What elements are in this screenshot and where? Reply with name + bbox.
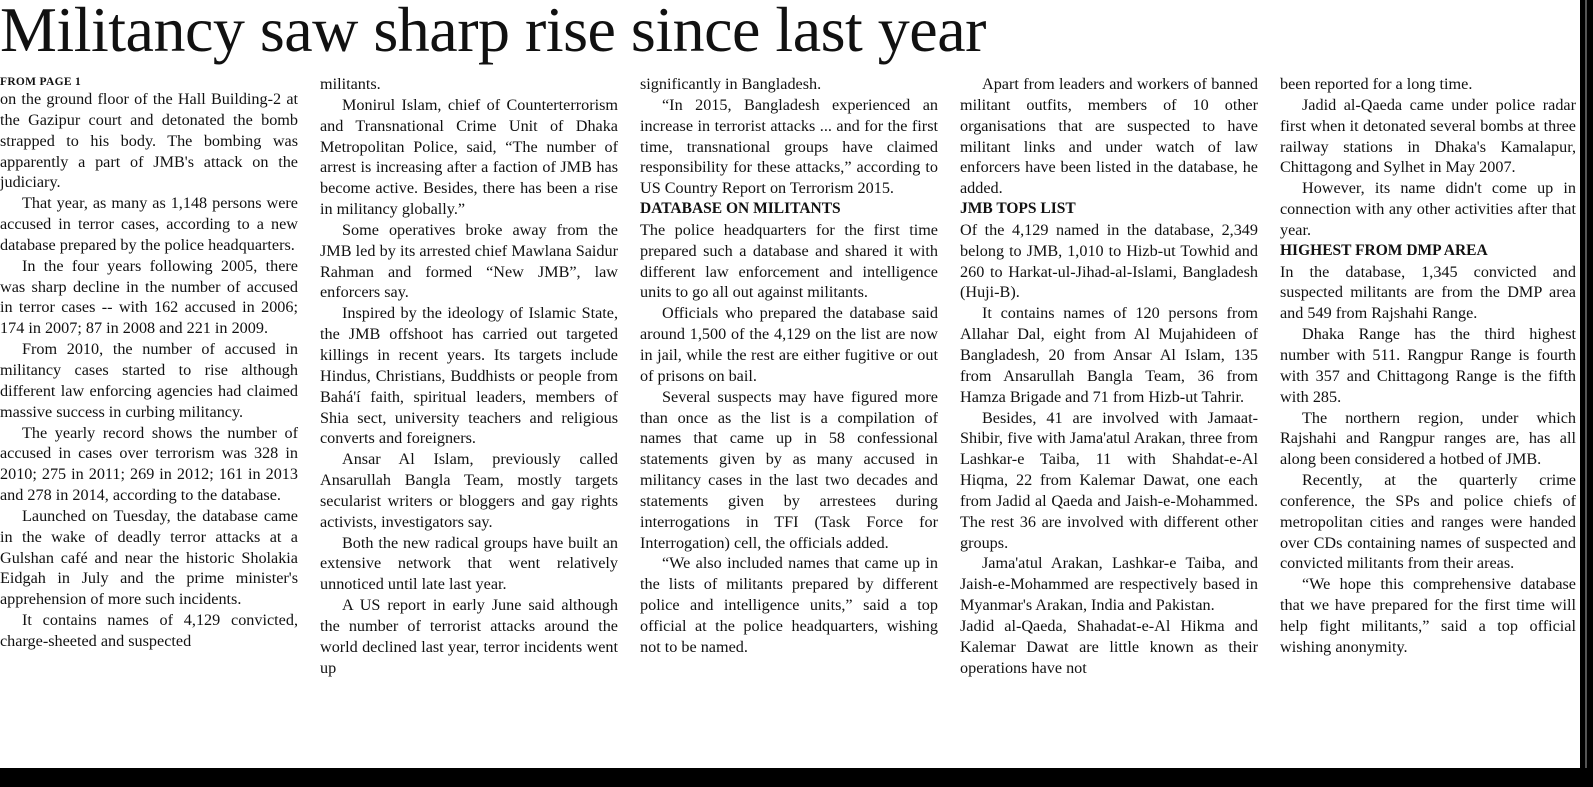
paragraph: Some operatives broke away from the JMB led by its arrested chief Mawlana Saidur Rahman and formed “New JMB”, law enforcers say. [320, 220, 618, 302]
paragraph: “We also included names that came up in the lists of militants prepared by different police and intelligence units,” said a top official at the police headquarters, wishing not to be named. [640, 554, 938, 656]
paragraph: Both the new radical groups have built an extensive network that went relatively unnoticed until late last year. [320, 533, 618, 594]
subheading: DATABASE ON MILITANTS [640, 200, 841, 218]
paragraph: militants. [320, 75, 381, 93]
paragraph: In the database, 1,345 convicted and suspected militants are from the DMP area and 549 from Rajshahi Range. [1280, 262, 1576, 323]
paragraph: It contains names of 120 persons from Allahar Dal, eight from Al Mujahideen of Bangladesh, 20 from Ansar Al Islam, 135 from Ansarullah Bangla Team, 36 from Hamza Brigade and 71 from Hizb-ut Tahrir. [960, 304, 1258, 406]
paragraph: Jama'atul Arakan, Lashkar-e Taiba, and Jaish-e-Mohammed are respectively based in Myanmar's Arakan, India and Pakistan. [960, 554, 1258, 615]
page-edge-rule [1585, 0, 1587, 768]
article-column-4 [960, 74, 1258, 678]
paragraph: “In 2015, Bangladesh experienced an increase in terrorist attacks ... and for the first time, transnational groups have claimed responsibility for these attacks,” according to US Country Report on Terrorism 2015. [640, 95, 938, 198]
article-column-2 [320, 74, 618, 678]
paragraph: Recently, at the quarterly crime conference, the SPs and police chiefs of metropolitan cities and ranges were handed over CDs containing names of suspected and convicted militants from their areas. [1280, 471, 1576, 573]
paragraph: significantly in Bangladesh. [640, 75, 822, 93]
paragraph: on the ground floor of the Hall Building-2 at the Gazipur court and detonated the bomb strapped to his body. The bombing was apparently a part of JMB's attack on the judiciary. [0, 90, 298, 192]
paragraph: Besides, 41 are involved with Jamaat-Shibir, five with Jama'atul Arakan, three from Lashkar-e Taiba, 11 with Shahdat-e-Al Hiqma, 22 from Kalemar Dawat, one each from Jadid al Qaeda and Jaish-e-Mohammed. The rest 36 are involved with different other groups. [960, 408, 1258, 552]
article-column-1 [0, 74, 298, 652]
headline: Militancy saw sharp rise since last year [0, 0, 986, 65]
paragraph: Jadid al-Qaeda came under police radar first when it detonated several bombs at three railway stations in Dhaka's Kamalapur, Chittagong and Sylhet in May 2007. [1280, 95, 1576, 177]
paragraph: That year, as many as 1,148 persons were accused in terror cases, according to a new database prepared by the police headquarters. [0, 194, 298, 254]
paragraph: It contains names of 4,129 convicted, charge-sheeted and suspected [0, 611, 298, 650]
paragraph: Monirul Islam, chief of Counterterrorism and Transnational Crime Unit of Dhaka Metropolitan Police, said, “The number of arrest is increasing after a faction of JMB has become active. Besides, there has been a rise in militancy globally.” [320, 95, 618, 219]
paragraph: Apart from leaders and workers of banned militant outfits, members of 10 other organisations that are suspected to have militant links and under watch of law enforcers have been listed in the database, he added. [960, 75, 1258, 198]
article-column-3 [640, 74, 938, 658]
paragraph: The yearly record shows the number of accused in cases over terrorism was 328 in 2010; 275 in 2011; 269 in 2012; 161 in 2013 and 278 in 2014, according to the database. [0, 423, 298, 505]
paragraph: The police headquarters for the first time prepared such a database and shared it with different law enforcement and intelligence units to go all out against militants. [640, 220, 938, 302]
paragraph: In the four years following 2005, there was sharp decline in the number of accused in terror cases -- with 162 accused in 2006; 174 in 2007; 87 in 2008 and 221 in 2009. [0, 256, 298, 338]
article-column-5 [1280, 74, 1576, 658]
paragraph: Inspired by the ideology of Islamic State, the JMB offshoot has carried out targeted killings in recent years. Its targets include Hindus, Christians, Buddhists or people from Bahá'í faith, spiritual leaders, members of Shia sect, university teachers and religious converts and foreigners. [320, 304, 618, 448]
paragraph: Launched on Tuesday, the database came in the wake of deadly terror attacks at a Gulshan café and near the historic Sholakia Eidgah in July and the prime minister's apprehension of more such incidents. [0, 506, 298, 609]
paragraph: The northern region, under which Rajshahi and Rangpur ranges are, has all along been considered a hotbed of JMB. [1280, 408, 1576, 469]
paragraph: Ansar Al Islam, previously called Ansarullah Bangla Team, mostly targets secularist writers or bloggers and gay rights activists, investigators say. [320, 450, 618, 531]
paragraph: A US report in early June said although the number of terrorist attacks around the world declined last year, terror incidents went up [320, 596, 618, 677]
paragraph: Several suspects may have figured more than once as the list is a compilation of names that came up in 58 confessional statements given by as many accused in militancy cases in the last two decades and statements given by arrestees during interrogations in TFI (Task Force for Interrogation) cell, the officials added. [640, 387, 938, 552]
paragraph: Dhaka Range has the third highest number with 511. Rangpur Range is fourth with 357 and Chittagong Range is the fifth with 285. [1280, 325, 1576, 406]
from-page-label: FROM PAGE 1 [0, 76, 82, 88]
paragraph: From 2010, the number of accused in militancy cases started to rise although different law enforcing agencies had claimed massive success in curbing militancy. [0, 340, 298, 421]
subheading: HIGHEST FROM DMP AREA [1280, 241, 1488, 259]
paragraph: Jadid al-Qaeda, Shahadat-e-Al Hikma and Kalemar Dawat are little known as their operations have not [960, 616, 1258, 677]
paragraph: been reported for a long time. [1280, 75, 1473, 93]
paragraph: Of the 4,129 named in the database, 2,349 belong to JMB, 1,010 to Hizb-ut Towhid and 260 to Harkat-ul-Jihad-al-Islami, Bangladesh (Huji-B). [960, 220, 1258, 302]
paragraph: Officials who prepared the database said around 1,500 of the 4,129 on the list are now in jail, while the rest are either fugitive or out of prisons on bail. [640, 304, 938, 385]
subheading: JMB TOPS LIST [960, 200, 1076, 218]
paragraph: However, its name didn't come up in connection with any other activities after that year. [1280, 179, 1576, 239]
paragraph: “We hope this comprehensive database that we have prepared for the first time will help fight militants,” said a top official wishing anonymity. [1280, 575, 1576, 656]
